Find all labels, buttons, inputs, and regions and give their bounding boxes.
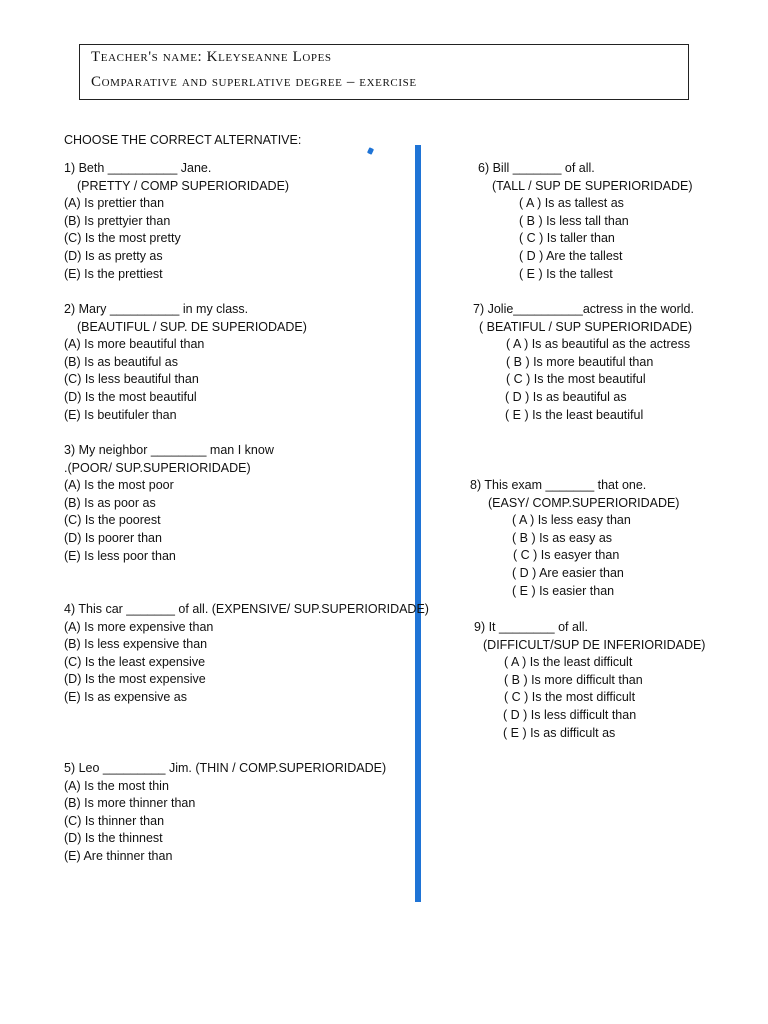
question-6 [478, 160, 693, 283]
option-d[interactable]: (D) Is poorer than [64, 530, 162, 545]
option-e[interactable]: ( E ) Is the tallest [519, 266, 613, 281]
option-a[interactable]: ( A ) Is as tallest as [519, 196, 624, 211]
question-hint: (PRETTY / COMP SUPERIORIDADE) [77, 178, 290, 193]
teacher-name: Teacher's name: Kleyseanne Lopes [91, 49, 332, 65]
question-8 [470, 477, 679, 600]
option-c[interactable]: (C) Is the most pretty [64, 231, 181, 246]
option-b[interactable]: (B) Is less expensive than [64, 637, 208, 652]
option-c[interactable]: ( C ) Is the most beautiful [506, 372, 646, 387]
option-c[interactable]: ( C ) Is taller than [519, 231, 615, 246]
instruction: CHOOSE THE CORRECT ALTERNATIVE: [64, 133, 302, 147]
option-b[interactable]: (B) Is prettyier than [64, 213, 171, 228]
question-4 [64, 601, 429, 707]
question-stem: 3) My neighbor ________ man I know [64, 443, 274, 457]
option-d[interactable]: ( D ) Is less difficult than [503, 707, 637, 722]
option-c[interactable]: ( C ) Is the most difficult [504, 690, 636, 705]
option-d[interactable]: (D) Is the most expensive [64, 672, 206, 687]
stray-mark [367, 147, 374, 155]
option-d[interactable]: (D) Is the most beautiful [64, 389, 197, 404]
question-hint: (TALL / SUP DE SUPERIORIDADE) [492, 178, 693, 193]
option-d[interactable]: ( D ) Are easier than [512, 565, 624, 580]
question-3 [64, 442, 274, 565]
option-a[interactable]: ( A ) Is the least difficult [504, 655, 633, 670]
option-b[interactable]: ( B ) Is as easy as [512, 530, 613, 545]
option-d[interactable]: (D) Is the thinnest [64, 831, 163, 846]
option-e[interactable]: ( E ) Is as difficult as [503, 725, 616, 740]
question-hint: .(POOR/ SUP.SUPERIORIDADE) [64, 460, 251, 475]
question-9 [474, 619, 705, 742]
question-stem: 6) Bill _______ of all. [478, 161, 595, 175]
option-a[interactable]: ( A ) Is less easy than [512, 513, 631, 528]
column-divider [415, 145, 421, 902]
option-c[interactable]: (C) Is the least expensive [64, 654, 206, 669]
question-1 [64, 160, 289, 283]
option-c[interactable]: (C) Is thinner than [64, 813, 165, 828]
option-e[interactable]: (E) Is beutifuler than [64, 407, 177, 422]
option-b[interactable]: (B) Is as beautiful as [64, 354, 178, 369]
option-a[interactable]: (A) Is prettier than [64, 196, 165, 211]
option-d[interactable]: (D) Is as pretty as [64, 248, 163, 263]
question-hint: (EASY/ COMP.SUPERIORIDADE) [488, 495, 680, 510]
option-e[interactable]: (E) Is as expensive as [64, 689, 187, 704]
option-e[interactable]: (E) Is the prettiest [64, 266, 163, 281]
question-stem: 7) Jolie__________actress in the world. [473, 302, 694, 316]
question-stem: 2) Mary __________ in my class. [64, 302, 249, 316]
option-a[interactable]: (A) Is more beautiful than [64, 337, 205, 352]
option-b[interactable]: (B) Is as poor as [64, 495, 156, 510]
question-7 [473, 301, 694, 424]
option-a[interactable]: (A) Is more expensive than [64, 619, 214, 634]
question-hint: (BEAUTIFUL / SUP. DE SUPERIODADE) [77, 319, 307, 334]
option-e[interactable]: (E) Are thinner than [64, 848, 173, 863]
option-b[interactable]: (B) Is more thinner than [64, 796, 196, 811]
option-b[interactable]: ( B ) Is more difficult than [504, 672, 643, 687]
question-stem: 1) Beth __________ Jane. [64, 161, 212, 175]
option-c[interactable]: ( C ) Is easyer than [513, 548, 620, 563]
question-hint: ( BEATIFUL / SUP SUPERIORIDADE) [479, 319, 693, 334]
option-e[interactable]: (E) Is less poor than [64, 548, 176, 563]
option-e[interactable]: ( E ) Is the least beautiful [505, 407, 644, 422]
question-5 [64, 760, 386, 866]
option-e[interactable]: ( E ) Is easier than [512, 583, 615, 598]
option-d[interactable]: ( D ) Are the tallest [519, 248, 623, 263]
option-a[interactable]: (A) Is the most poor [64, 478, 174, 493]
option-b[interactable]: ( B ) Is less tall than [519, 213, 629, 228]
question-2 [64, 301, 307, 424]
option-c[interactable]: (C) Is the poorest [64, 513, 161, 528]
option-a[interactable]: ( A ) Is as beautiful as the actress [506, 337, 691, 352]
question-stem: 4) This car _______ of all. (EXPENSIVE/ SUP.SUPERIORIDADE) [64, 602, 429, 616]
question-stem: 5) Leo _________ Jim. (THIN / COMP.SUPERIORIDADE) [64, 761, 387, 775]
option-c[interactable]: (C) Is less beautiful than [64, 372, 199, 387]
option-a[interactable]: (A) Is the most thin [64, 778, 169, 793]
option-d[interactable]: ( D ) Is as beautiful as [505, 389, 627, 404]
header-box [79, 44, 689, 100]
worksheet-title: Comparative and superlative degree – exercise [91, 74, 417, 90]
question-hint: (DIFFICULT/SUP DE INFERIORIDADE) [483, 637, 706, 652]
question-stem: 8) This exam _______ that one. [470, 478, 647, 492]
question-stem: 9) It ________ of all. [474, 620, 588, 634]
option-b[interactable]: ( B ) Is more beautiful than [506, 354, 654, 369]
